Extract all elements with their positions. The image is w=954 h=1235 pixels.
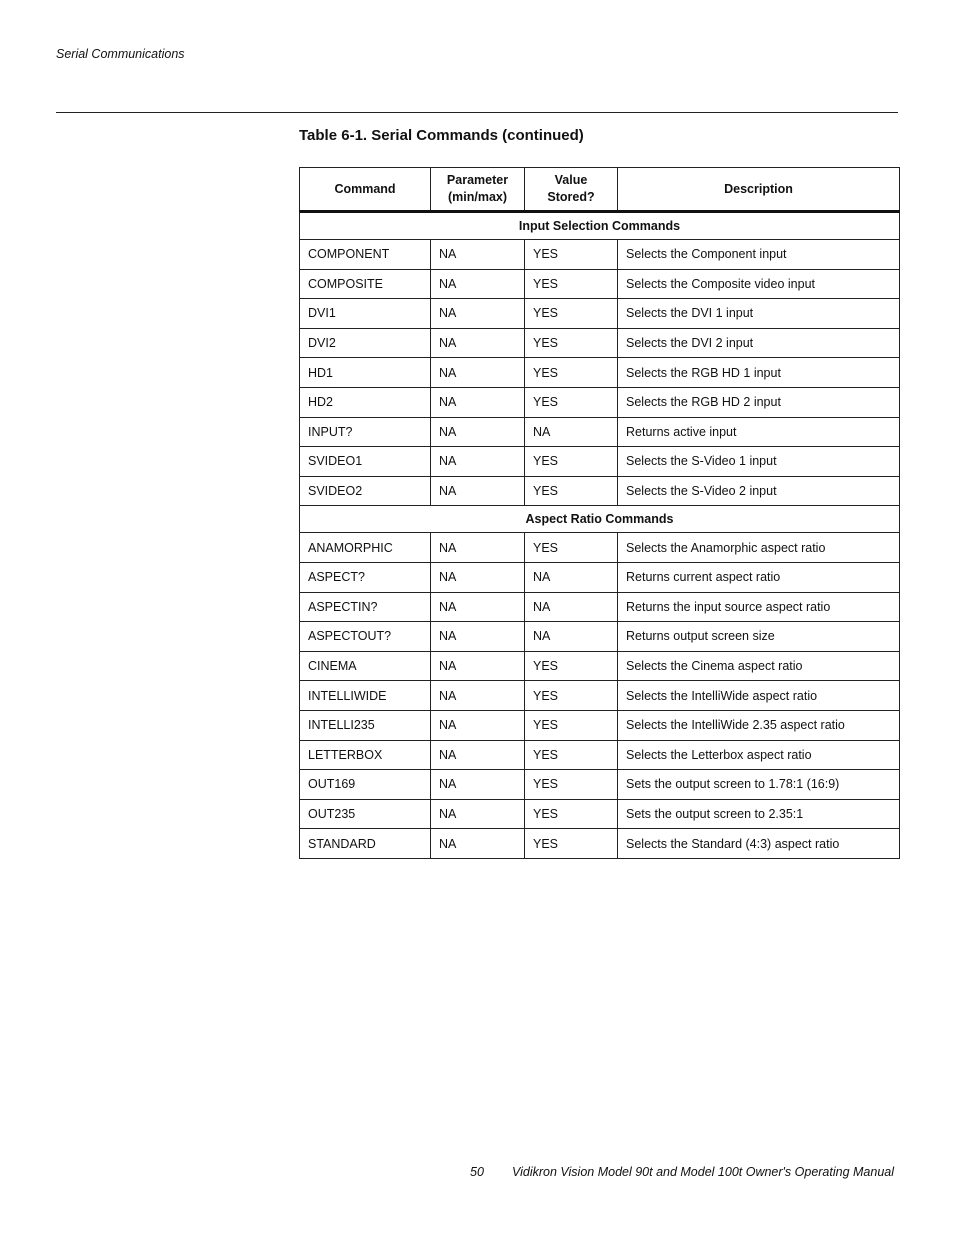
description-cell: Returns the input source aspect ratio: [618, 592, 900, 622]
description-cell: Selects the Standard (4:3) aspect ratio: [618, 829, 900, 859]
command-cell: OUT169: [300, 770, 431, 800]
command-cell: ASPECTOUT?: [300, 622, 431, 652]
description-cell: Selects the S-Video 1 input: [618, 447, 900, 477]
value-stored-cell: NA: [525, 562, 618, 592]
command-cell: ASPECT?: [300, 562, 431, 592]
value-stored-cell: YES: [525, 447, 618, 477]
value-stored-cell: NA: [525, 622, 618, 652]
parameter-cell: NA: [431, 770, 525, 800]
table-header-row: [300, 168, 900, 212]
description-cell: Selects the S-Video 2 input: [618, 476, 900, 506]
section-heading-row: [300, 212, 900, 240]
column-header-value-stored: Value Stored?: [525, 168, 618, 212]
command-cell: STANDARD: [300, 829, 431, 859]
table-row: [300, 476, 900, 506]
table-row: [300, 681, 900, 711]
value-stored-cell: YES: [525, 829, 618, 859]
table-row: [300, 622, 900, 652]
table-row: [300, 417, 900, 447]
description-cell: Selects the Composite video input: [618, 269, 900, 299]
table-row: [300, 328, 900, 358]
command-cell: SVIDEO2: [300, 476, 431, 506]
parameter-cell: NA: [431, 592, 525, 622]
parameter-cell: NA: [431, 622, 525, 652]
parameter-cell: NA: [431, 240, 525, 270]
description-cell: Selects the IntelliWide aspect ratio: [618, 681, 900, 711]
serial-commands-table: [299, 167, 900, 859]
table-row: [300, 799, 900, 829]
table-row: [300, 651, 900, 681]
table-row: [300, 387, 900, 417]
command-cell: HD1: [300, 358, 431, 388]
page-number: 50: [470, 1165, 484, 1179]
table-row: [300, 240, 900, 270]
description-cell: Sets the output screen to 1.78:1 (16:9): [618, 770, 900, 800]
column-header-description: Description: [618, 168, 900, 212]
table-row: [300, 770, 900, 800]
value-stored-cell: NA: [525, 592, 618, 622]
description-cell: Selects the Letterbox aspect ratio: [618, 740, 900, 770]
table-row: [300, 710, 900, 740]
command-cell: DVI2: [300, 328, 431, 358]
parameter-cell: NA: [431, 299, 525, 329]
table-row: [300, 829, 900, 859]
description-cell: Selects the Cinema aspect ratio: [618, 651, 900, 681]
parameter-cell: NA: [431, 328, 525, 358]
value-stored-cell: YES: [525, 269, 618, 299]
value-stored-cell: YES: [525, 358, 618, 388]
table-body: [300, 212, 900, 859]
table-title: Table 6-1. Serial Commands (continued): [299, 127, 584, 144]
description-cell: Selects the RGB HD 2 input: [618, 387, 900, 417]
running-header: Serial Communications: [56, 47, 185, 61]
description-cell: Selects the DVI 1 input: [618, 299, 900, 329]
parameter-cell: NA: [431, 710, 525, 740]
value-stored-cell: YES: [525, 681, 618, 711]
table-row: [300, 740, 900, 770]
parameter-cell: NA: [431, 476, 525, 506]
description-cell: Returns output screen size: [618, 622, 900, 652]
description-cell: Returns current aspect ratio: [618, 562, 900, 592]
parameter-cell: NA: [431, 740, 525, 770]
command-cell: INPUT?: [300, 417, 431, 447]
command-cell: DVI1: [300, 299, 431, 329]
command-cell: OUT235: [300, 799, 431, 829]
table-row: [300, 562, 900, 592]
section-heading: Aspect Ratio Commands: [300, 506, 900, 533]
description-cell: Returns active input: [618, 417, 900, 447]
value-stored-cell: YES: [525, 387, 618, 417]
value-stored-cell: YES: [525, 651, 618, 681]
table-row: [300, 269, 900, 299]
command-cell: ASPECTIN?: [300, 592, 431, 622]
parameter-cell: NA: [431, 269, 525, 299]
table-row: [300, 358, 900, 388]
parameter-cell: NA: [431, 387, 525, 417]
parameter-cell: NA: [431, 533, 525, 563]
value-stored-cell: YES: [525, 740, 618, 770]
value-stored-cell: YES: [525, 799, 618, 829]
description-cell: Selects the RGB HD 1 input: [618, 358, 900, 388]
command-cell: ANAMORPHIC: [300, 533, 431, 563]
parameter-cell: NA: [431, 829, 525, 859]
command-cell: INTELLI235: [300, 710, 431, 740]
description-cell: Selects the Component input: [618, 240, 900, 270]
command-cell: SVIDEO1: [300, 447, 431, 477]
description-cell: Sets the output screen to 2.35:1: [618, 799, 900, 829]
value-stored-cell: YES: [525, 328, 618, 358]
column-header-command: Command: [300, 168, 431, 212]
value-stored-cell: YES: [525, 533, 618, 563]
command-cell: HD2: [300, 387, 431, 417]
value-stored-cell: YES: [525, 710, 618, 740]
value-stored-cell: YES: [525, 240, 618, 270]
command-cell: INTELLIWIDE: [300, 681, 431, 711]
command-cell: COMPOSITE: [300, 269, 431, 299]
section-heading-row: [300, 506, 900, 533]
value-stored-cell: YES: [525, 770, 618, 800]
table-row: [300, 299, 900, 329]
manual-title: Vidikron Vision Model 90t and Model 100t Owner's Operating Manual: [512, 1165, 895, 1179]
column-header-parameter: Parameter (min/max): [431, 168, 525, 212]
description-cell: Selects the IntelliWide 2.35 aspect ratio: [618, 710, 900, 740]
parameter-cell: NA: [431, 562, 525, 592]
command-cell: CINEMA: [300, 651, 431, 681]
parameter-cell: NA: [431, 651, 525, 681]
parameter-cell: NA: [431, 681, 525, 711]
value-stored-cell: YES: [525, 299, 618, 329]
table-row: [300, 533, 900, 563]
value-stored-cell: NA: [525, 417, 618, 447]
description-cell: Selects the DVI 2 input: [618, 328, 900, 358]
description-cell: Selects the Anamorphic aspect ratio: [618, 533, 900, 563]
parameter-cell: NA: [431, 447, 525, 477]
parameter-cell: NA: [431, 417, 525, 447]
table-row: [300, 447, 900, 477]
command-cell: LETTERBOX: [300, 740, 431, 770]
command-cell: COMPONENT: [300, 240, 431, 270]
table-row: [300, 592, 900, 622]
header-rule: [56, 112, 898, 113]
parameter-cell: NA: [431, 799, 525, 829]
value-stored-cell: YES: [525, 476, 618, 506]
parameter-cell: NA: [431, 358, 525, 388]
section-heading: Input Selection Commands: [300, 212, 900, 240]
